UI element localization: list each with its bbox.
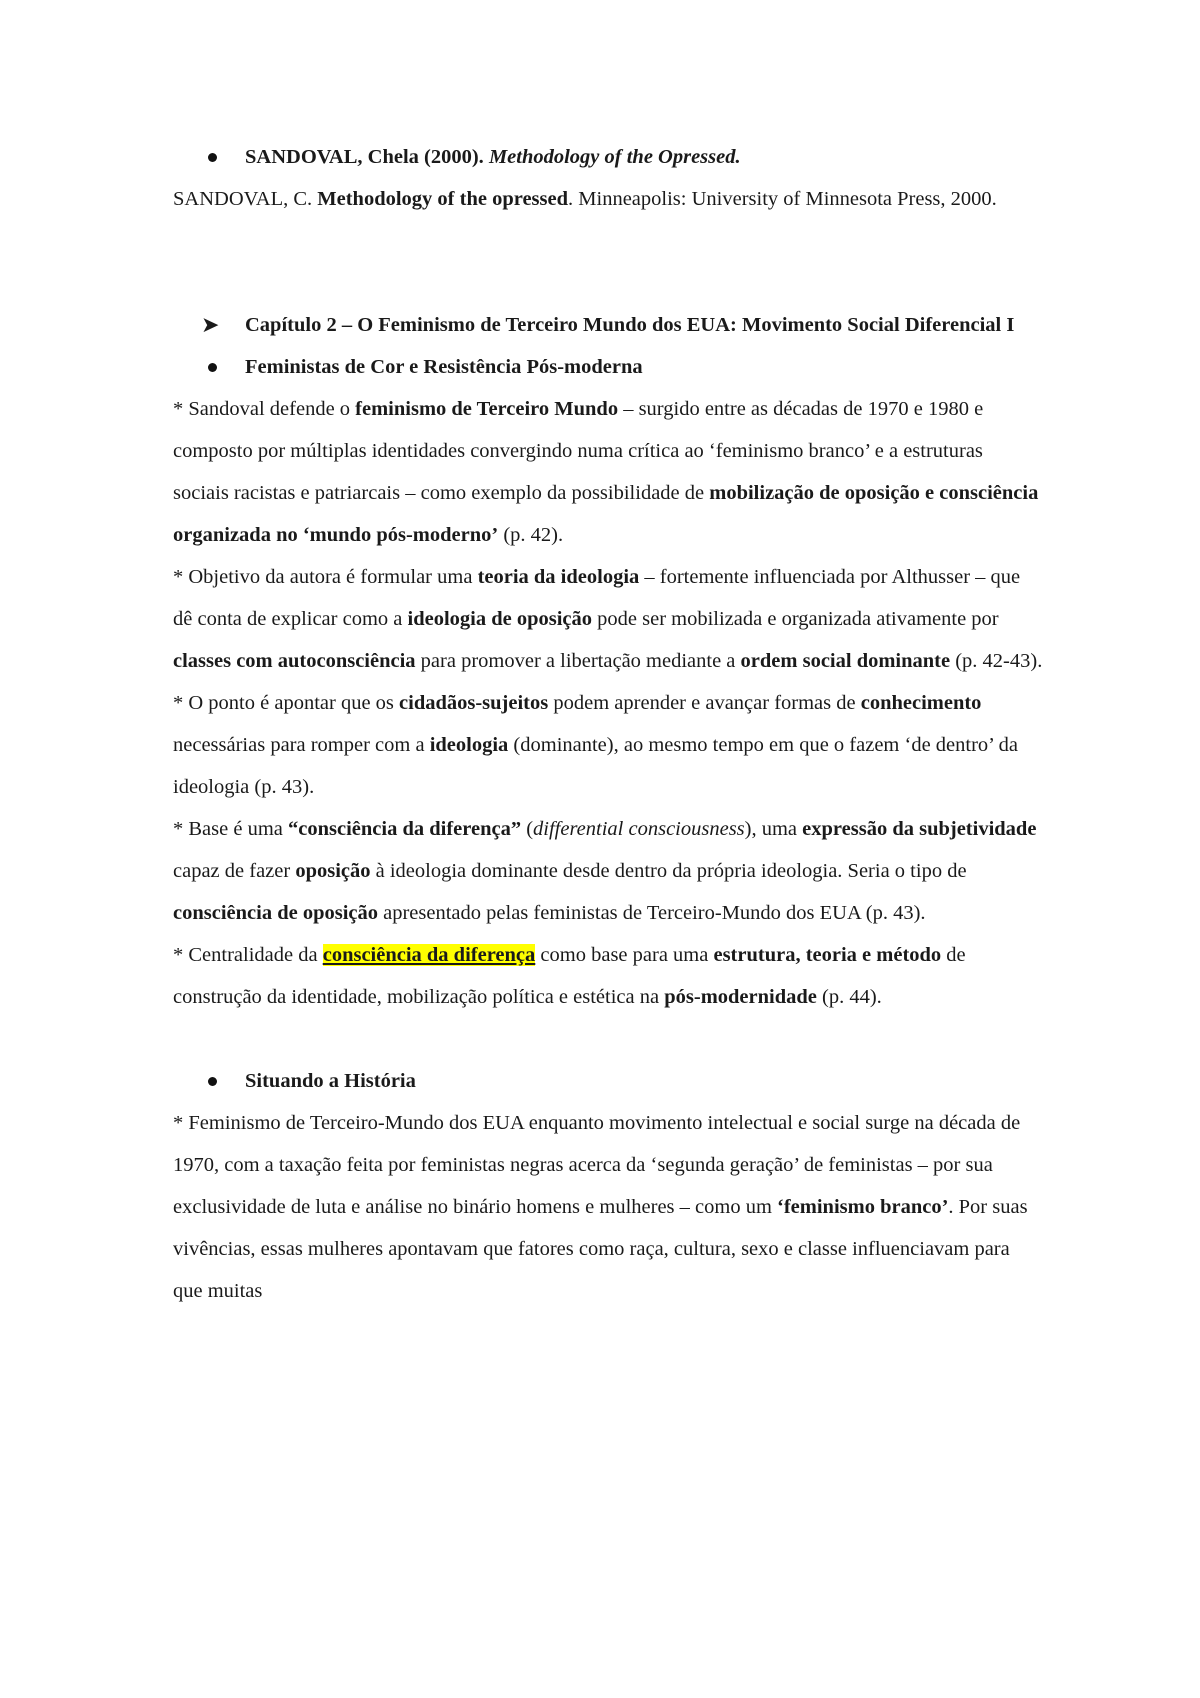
section-heading-2-text: Situando a História <box>245 1070 416 1092</box>
bullet-icon <box>208 153 217 162</box>
reference-heading <box>171 136 1043 178</box>
bullet-icon <box>208 1077 217 1086</box>
section-heading-1 <box>171 346 1043 388</box>
citation <box>173 178 1043 220</box>
reference-author: SANDOVAL, Chela (2000). <box>245 146 484 168</box>
paragraph-4: * Base é uma “consciência da diferença” (differential consciousness), uma expressão da subjetividade capaz de fazer oposição à ideologia dominante desde dentro da própria ideologia. Seria o tipo de consciência de oposição apresentado pelas feministas de Terceiro-Mundo dos EUA (p. 43). <box>173 818 1037 924</box>
paragraph-1: * Sandoval defende o feminismo de Terceiro Mundo – surgido entre as décadas de 1970 e 1980 e composto por múltiplas identidades convergindo numa crítica ao ‘feminismo branco’ e a estruturas sociais racistas e patriarcais – como exemplo da possibilidade de mobilização de oposição e consciência organizada no ‘mundo pós-moderno’ (p. 42). <box>173 398 1039 546</box>
section-heading-1-text: Feministas de Cor e Resistência Pós-moderna <box>245 356 643 378</box>
reference-title: Methodology of the Opressed. <box>488 146 741 168</box>
document-body <box>173 136 1043 1312</box>
chapter-heading <box>171 304 1043 346</box>
arrow-bullet-icon: ➤ <box>201 312 220 337</box>
highlighted-text: consciência da diferença <box>322 944 536 966</box>
citation-author: SANDOVAL, C. <box>173 188 318 210</box>
citation-title: Methodology of the opressed <box>317 188 569 210</box>
paragraph-5: * Centralidade da consciência da diferença como base para uma estrutura, teoria e método de construção da identidade, mobilização política e estética na pós-modernidade (p. 44). <box>173 944 966 1008</box>
paragraph-6: * Feminismo de Terceiro-Mundo dos EUA enquanto movimento intelectual e social surge na década de 1970, com a taxação feita por feministas negras acerca da ‘segunda geração’ de feministas – por sua exclusividade de luta e análise no binário homens e mulheres – como um ‘feminismo branco’. Por suas vivências, essas mulheres apontavam que fatores como raça, cultura, sexo e classe influenciavam para que muitas <box>173 1112 1028 1302</box>
section-heading-2 <box>171 1060 1043 1102</box>
spacer <box>173 220 1043 304</box>
paragraph-2: * Objetivo da autora é formular uma teoria da ideologia – fortemente influenciada por Althusser – que dê conta de explicar como a ideologia de oposição pode ser mobilizada e organizada ativamente por classes com autoconsciência para promover a libertação mediante a ordem social dominante (p. 42-43). <box>173 566 1043 672</box>
paragraph-3: * O ponto é apontar que os cidadãos-sujeitos podem aprender e avançar formas de conhecimento necessárias para romper com a ideologia (dominante), ao mesmo tempo em que o fazem ‘de dentro’ da ideologia (p. 43). <box>173 692 1018 798</box>
citation-publisher: . Minneapolis: University of Minnesota Press, 2000. <box>568 188 997 210</box>
spacer <box>173 1018 1043 1060</box>
chapter-heading-text: Capítulo 2 – O Feminismo de Terceiro Mundo dos EUA: Movimento Social Diferencial I <box>245 314 1015 336</box>
bullet-icon <box>208 363 217 372</box>
